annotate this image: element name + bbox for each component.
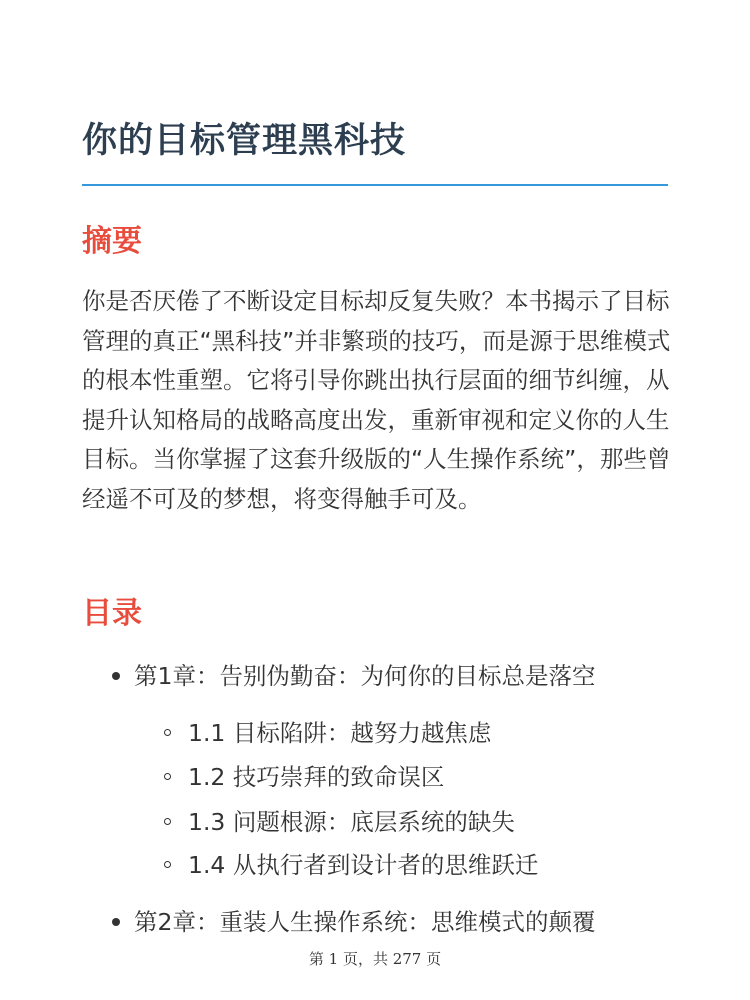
toc-chapter-label: 第2章：重装人生操作系统：思维模式的颠覆 xyxy=(134,908,596,936)
toc-chapter-2[interactable] xyxy=(0,904,750,940)
bullet-circle-icon xyxy=(164,773,171,780)
abstract-heading: 摘要 xyxy=(82,224,142,259)
toc-section-label: 1.4 从执行者到设计者的思维跃迁 xyxy=(188,851,539,879)
toc-chapter-label: 第1章：告别伪勤奋：为何你的目标总是落空 xyxy=(134,662,596,690)
abstract-body: 你是否厌倦了不断设定目标却反复失败？本书揭示了目标管理的真正“黑科技”并非繁琐的技巧，而是源于思维模式的根本性重塑。它将引导你跳出执行层面的细节纠缠，从提升认知格局的战略高度出发，重新审视和定义你的人生目标。当你掌握了这套升级版的“人生操作系统”，那些曾经遥不可及的梦想，将变得触手可及。 xyxy=(82,287,671,513)
document-title: 你的目标管理黑科技 xyxy=(82,121,407,161)
toc-section-1-2[interactable] xyxy=(0,759,750,795)
toc-section-1-4[interactable] xyxy=(0,847,750,883)
toc-section-1-1[interactable] xyxy=(0,715,750,751)
page-number-footer: 第 1 页，共 277 页 xyxy=(308,950,442,968)
bullet-disc-icon xyxy=(112,672,120,680)
toc-section-1-3[interactable] xyxy=(0,804,750,840)
bullet-circle-icon xyxy=(164,861,171,868)
bullet-circle-icon xyxy=(164,818,171,825)
toc-section-label: 1.3 问题根源：底层系统的缺失 xyxy=(188,808,515,836)
toc-heading: 目录 xyxy=(82,596,142,631)
bullet-circle-icon xyxy=(164,729,171,736)
toc-section-label: 1.1 目标陷阱：越努力越焦虑 xyxy=(188,719,492,747)
toc-section-label: 1.2 技巧崇拜的致命误区 xyxy=(188,763,445,791)
bullet-disc-icon xyxy=(112,918,120,926)
toc-chapter-1[interactable] xyxy=(0,658,750,694)
title-divider xyxy=(82,184,668,186)
